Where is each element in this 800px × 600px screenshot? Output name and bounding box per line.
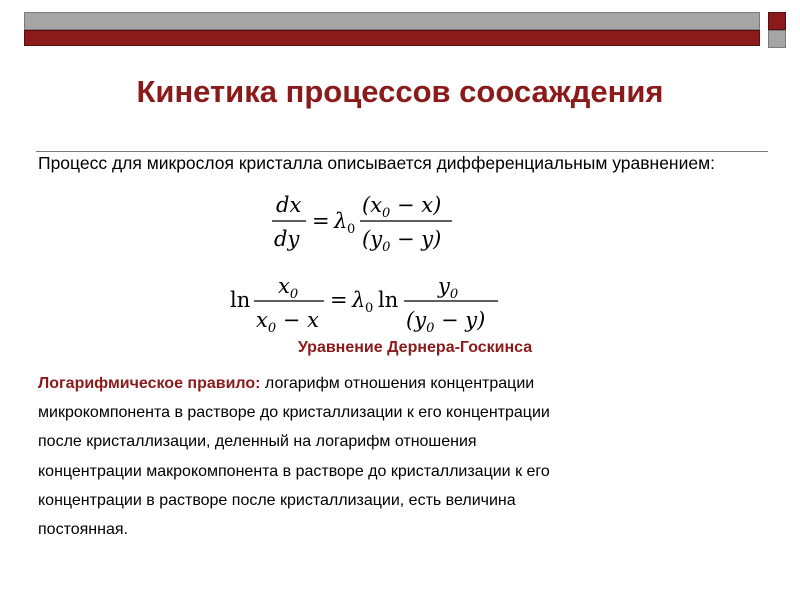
rule-label: Логарифмическое правило: — [38, 375, 261, 392]
svg-text:y0: $y_0$ — [438, 274, 459, 302]
f1-den-left: dy — [274, 227, 300, 251]
f1-lambda-sub: 0 — [347, 222, 356, 237]
f2-den-left: x — [256, 308, 268, 332]
f2-equals: = — [330, 288, 348, 312]
f1-num-right: (x — [362, 193, 383, 217]
f1-lambda: λ — [334, 209, 348, 233]
svg-text:(x0 − x): $(x_0 - x)$ — [362, 193, 442, 221]
logarithmic-equation — [226, 272, 516, 345]
f2-num-left: x — [278, 274, 290, 298]
f2-ln-right: ln — [378, 288, 399, 312]
f1-equals: = — [312, 209, 330, 233]
svg-text:(y0 − y): $(y_0 - y)$ — [362, 227, 442, 255]
f1-den-right: (y — [362, 227, 383, 251]
header-gray-bar — [24, 12, 760, 30]
f2-num-right: y — [438, 274, 450, 298]
rule-line-2: микрокомпонента в растворе до кристаллизации к его концентрации — [38, 404, 550, 422]
rule-line-3: после кристаллизации, деленный на логарифм отношения — [38, 433, 477, 451]
rule-paragraph — [38, 369, 768, 544]
header-red-bar — [24, 30, 760, 46]
rule-line-4: концентрации макрокомпонента в растворе до кристаллизации к его — [38, 462, 550, 480]
f2-lambda: λ — [352, 288, 366, 312]
f2-ln-left: ln — [230, 288, 251, 312]
svg-text:x0: $x_0$ — [278, 274, 299, 302]
f1-num-left: dx — [276, 193, 302, 217]
equation-name: Уравнение Дернера-Госкинса — [297, 339, 533, 356]
svg-text:x0 − x: $x_0 - x$ — [256, 308, 319, 336]
svg-text:(y0 − y): $(y_0 - y)$ — [406, 308, 486, 336]
header-red-square — [768, 12, 786, 30]
header-gray-square — [768, 30, 786, 48]
rule-line-1: Логарифмическое правило: логарифм отношения концентрации — [38, 375, 535, 392]
rule-line-6: постоянная. — [38, 521, 128, 539]
slide-title: Кинетика процессов соосаждения — [136, 74, 664, 109]
differential-equation — [262, 188, 462, 265]
rule-line-5: концентрации в растворе после кристаллизации, есть величина — [38, 491, 516, 509]
intro-text: Процесс для микрослоя кристалла описывается дифференциальным уравнением: — [38, 153, 715, 173]
f2-den-right: (y — [406, 308, 427, 332]
f2-lambda-sub: 0 — [365, 301, 374, 316]
